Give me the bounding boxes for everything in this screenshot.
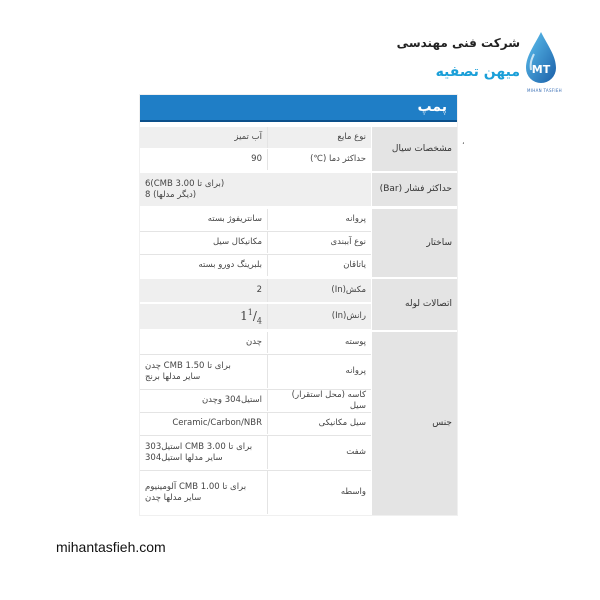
value-bearing: بلبرینگ دورو بسته [140,255,267,276]
pressure-line-1: (برای تا CMB 3.00)6 [145,178,225,189]
group-structure: ساختار [371,209,457,277]
table-title-bar [140,95,457,122]
pressure-line-2: (دیگر مدلها) 8 [145,189,197,200]
logo-letters: MT [531,63,551,76]
param-impeller-material: پروانه [267,355,371,388]
value-seal-housing: استیل304 وچدن [140,390,267,411]
pump-spec-table [140,95,457,515]
value-casing: چدن [140,332,267,353]
value-suction: 2 [140,279,267,302]
param-mech-seal: سیل مکانیکی [267,413,371,434]
param-max-temp: حداکثر دما (℃) [267,149,371,170]
brand-name: میهن تصفیه [435,64,520,80]
discharge-fraction: $1^1/_4$ [240,307,262,326]
group-max-pressure: حداکثر فشار (Bar) [371,173,457,206]
table-row [140,173,457,207]
value-fluid-type: آب تمیز [140,127,267,148]
group-fluid: مشخصات سیال [371,127,457,171]
value-discharge [140,304,267,329]
value-impeller: سانتریفوژ بسته [140,209,267,230]
param-fluid-type: نوع مایع [267,127,371,148]
param-casing: پوسته [267,332,371,353]
side-mark: ، [462,137,465,146]
value-mech-seal: Ceramic/Carbon/NBR [140,413,267,434]
value-max-pressure [140,173,371,206]
value-seal: مکانیکال سیل [140,232,267,253]
param-seal: نوع آببندی [267,232,371,253]
value-impeller-material: برای تا CMB 1.50 چدن سایر مدلها برنج [140,355,267,388]
param-suction: مکش(In) [267,279,371,302]
group-pipe: اتصالات لوله [371,279,457,330]
company-name: شرکت فنی مهندسی [396,36,520,50]
value-max-temp: 90 [140,149,267,170]
param-bearing: یاتاقان [267,255,371,276]
param-adapter: واسطه [267,471,371,514]
water-drop-logo-icon [524,30,558,90]
value-adapter: برای تا CMB 1.00 آلومینیوم سایر مدلها چدن [140,471,267,514]
value-shaft: برای تا CMB 3.00 استیل303 سایر مدلها استیل304 [140,436,267,469]
table-title: پمپ [417,99,447,115]
group-material: جنس [371,332,457,515]
website-url[interactable]: mihantasfieh.com [56,539,166,555]
param-discharge: رانش(In) [267,304,371,329]
param-shaft: شفت [267,436,371,469]
param-seal-housing: کاسه (محل استقرار) سیل [267,390,371,411]
param-impeller: پروانه [267,209,371,230]
logo-caption: MIHAN TASFIEH [527,88,562,93]
